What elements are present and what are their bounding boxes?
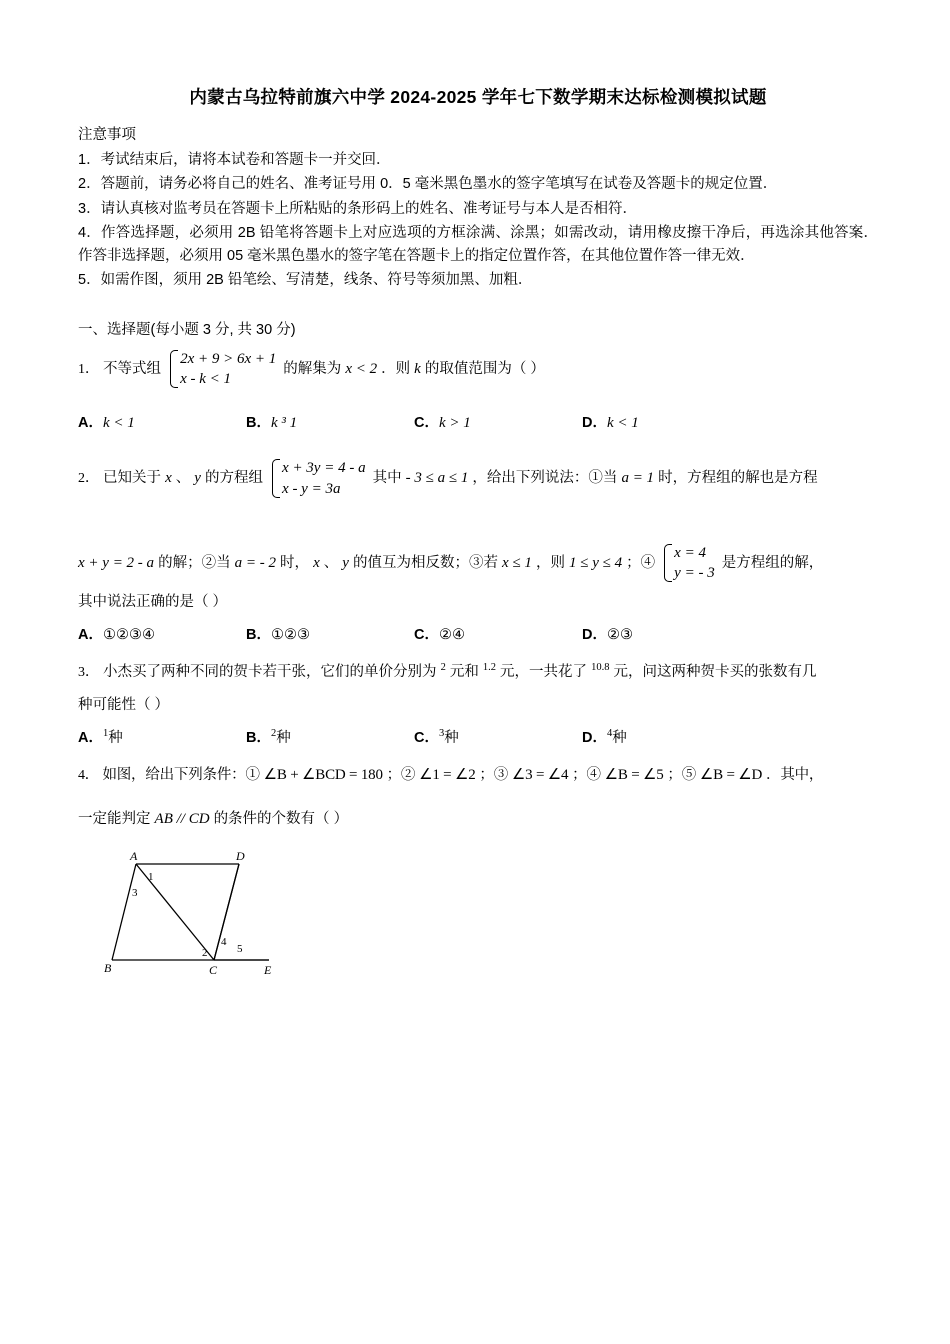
option-d[interactable] [582, 411, 750, 432]
option-unit: 种 [612, 729, 627, 746]
option-a[interactable] [78, 726, 246, 747]
question-stem: ．其中， [766, 766, 824, 783]
inline-math: ∠B + ∠BCD = 180 [263, 766, 383, 783]
option-unit: 种 [444, 729, 459, 746]
equation-row: x - k < 1 [180, 371, 231, 388]
question-number: 1． [78, 361, 99, 377]
notice-item: 5．如需作图，须用 2B 铅笔绘、写清楚，线条、符号等须加黑、加粗． [78, 272, 533, 289]
question-stem: 元，问这两种贺卡买的张数有几 [613, 663, 817, 680]
figure-label-B: B [104, 960, 112, 975]
equation-system [168, 349, 276, 390]
inline-math: ∠B = ∠5 [604, 766, 664, 783]
option-number: 2 [270, 728, 277, 739]
option-label: B． [246, 415, 271, 432]
notice-item: 4．作答选择题，必须用 2B 铅笔将答题卡上对应选项的方框涂满、涂黑；如需改动，请用橡皮擦干净后，再选涂其他答案．作答非选择题，必须用 05 毫米黑色墨水的签字笔在答题卡上的指定位置作答，在其他位置作答一律无效． [78, 225, 878, 264]
option-label: B． [246, 626, 271, 643]
question-number: 2． [78, 471, 99, 487]
equation-system [662, 543, 715, 584]
question-stem: ；② [386, 766, 416, 783]
figure-label-C: C [209, 962, 218, 977]
options-q3 [78, 726, 878, 747]
option-a[interactable] [78, 623, 246, 644]
figure-label-A: A [130, 851, 138, 863]
equation-row: 2x + 9 > 6x + 1 [180, 350, 277, 367]
option-label: D． [582, 626, 607, 643]
inline-math: k [414, 360, 421, 377]
question-stem: 、 [175, 470, 191, 487]
question-stem: ．则 [381, 360, 411, 377]
question-stem: 一定能判定 [78, 811, 151, 828]
option-label: A． [78, 626, 103, 643]
inline-math: y [194, 470, 201, 487]
equation-row: x = 4 [674, 544, 706, 561]
question-4 [78, 761, 878, 790]
inline-math: 10.8 [591, 661, 610, 673]
figure-angle-4: 4 [221, 935, 227, 948]
option-label: B． [246, 729, 271, 746]
inline-math: x + y = 2 - a [78, 554, 155, 571]
inline-math: 1 ≤ y ≤ 4 [568, 554, 623, 571]
option-b[interactable] [246, 726, 414, 747]
question-1 [78, 349, 878, 390]
inline-math: 1.2 [482, 661, 496, 673]
inline-math: 2 [440, 661, 446, 673]
option-b[interactable] [246, 623, 414, 644]
inline-math: ∠1 = ∠2 [419, 766, 476, 783]
question-stem: 的解；②当 [158, 554, 231, 571]
option-c[interactable] [414, 623, 582, 644]
question-stem: ；③ [479, 766, 508, 783]
figure-label-D: D [236, 851, 245, 863]
option-unit: 种 [108, 729, 123, 746]
question-2-tail [78, 589, 878, 617]
document-content [78, 84, 878, 987]
inline-math: a = 1 [621, 470, 655, 487]
option-label: A． [78, 415, 103, 432]
question-stem: 不等式组 [103, 360, 162, 377]
equation-row: x - y = 3a [282, 480, 341, 497]
inline-math: x [165, 470, 172, 487]
question-stem: 小杰买了两种不同的贺卡若干张，它们的单价分别为 [103, 663, 437, 680]
notice-heading: 注意事项 [78, 127, 136, 143]
question-2 [78, 458, 878, 499]
option-b[interactable] [246, 411, 414, 432]
question-stem: ；④ [572, 766, 601, 783]
option-c[interactable] [414, 726, 582, 747]
equation-system [270, 458, 366, 499]
figure-svg [104, 852, 334, 982]
question-stem: 其中 [372, 470, 402, 487]
option-c[interactable] [414, 411, 582, 432]
option-text: ②③ [606, 626, 633, 643]
question-stem: 种可能性（ ） [78, 697, 170, 714]
equation-row: y = - 3 [674, 565, 715, 582]
option-text: k < 1 [102, 415, 135, 432]
option-text: k > 1 [438, 415, 471, 432]
inline-math: ∠3 = ∠4 [511, 766, 569, 783]
option-text: ②④ [438, 626, 465, 643]
options-q2 [78, 623, 878, 644]
inline-math: x < 2 [345, 360, 378, 377]
option-number: 3 [438, 728, 445, 739]
option-a[interactable] [78, 411, 246, 432]
inline-math: x [313, 554, 320, 571]
question-stem: ，给出下列说法：①当 [472, 470, 618, 487]
equation-row: x + 3y = 4 - a [282, 460, 366, 477]
question-3-cont [78, 692, 878, 720]
question-2-cont [78, 543, 878, 584]
option-d[interactable] [582, 726, 750, 747]
inline-math: x ≤ 1 [502, 554, 532, 571]
option-text: k ³ 1 [270, 415, 298, 432]
question-stem: 是方程组的解， [721, 554, 824, 571]
question-stem: 元和 [449, 663, 479, 680]
question-stem: 其中说法正确的是（ ） [78, 594, 228, 611]
option-number: 4 [606, 728, 613, 739]
option-label: D． [582, 415, 607, 432]
question-stem: 时， [280, 554, 310, 571]
option-text: ①②③④ [102, 626, 155, 643]
question-stem: 已知关于 [103, 470, 162, 487]
figure-label-E: E [264, 962, 272, 977]
inline-math: y [342, 554, 349, 571]
question-stem: ；④ [626, 554, 656, 571]
figure-angle-5: 5 [237, 942, 243, 955]
question-stem: 的方程组 [205, 470, 263, 487]
option-text: ①②③ [270, 626, 310, 643]
question-number: 4． [78, 767, 99, 783]
figure-angle-1: 1 [148, 870, 154, 883]
figure-angle-3: 3 [132, 886, 138, 899]
inline-math: ∠B = ∠D [699, 766, 763, 783]
options-q1 [78, 411, 878, 432]
option-label: A． [78, 729, 103, 746]
notice-item: 3．请认真核对监考员在答题卡上所粘贴的条形码上的姓名、准考证号与本人是否相符． [78, 200, 638, 217]
option-number: 1 [102, 728, 109, 739]
question-stem: ；⑤ [667, 766, 697, 783]
option-label: C． [414, 626, 439, 643]
notice-item: 1．考试结束后，请将本试卷和答题卡一并交回． [78, 152, 391, 168]
option-label: D． [582, 729, 607, 746]
page-title: 内蒙古乌拉特前旗六中学 2024-2025 学年七下数学期末达标检测模拟试题 [189, 87, 767, 107]
question-stem: 的值互为相反数；③若 [353, 554, 498, 571]
notice-item: 2．答题前，请务必将自己的姓名、准考证号用 0．5 毫米黑色墨水的签字笔填写在试卷及答题卡的规定位置． [78, 176, 778, 193]
inline-math: a = - 2 [234, 554, 276, 571]
question-number: 3． [78, 664, 99, 680]
option-text: k < 1 [606, 415, 639, 432]
question-stem: 元，一共花了 [500, 663, 588, 680]
question-4-cont [78, 805, 878, 834]
question-stem: 的条件的个数有（ ） [213, 811, 349, 828]
figure-angle-2: 2 [202, 946, 208, 959]
question-3 [78, 658, 878, 686]
question-stem: 的取值范围为（ ） [424, 360, 545, 377]
question-stem: 如图，给出下列条件：① [102, 766, 260, 783]
question-stem: 、 [323, 554, 339, 571]
option-unit: 种 [276, 729, 291, 746]
inline-math: - 3 ≤ a ≤ 1 [405, 470, 469, 487]
option-d[interactable] [582, 623, 750, 644]
question-stem: ，则 [535, 554, 565, 571]
inline-math: AB // CD [154, 811, 210, 828]
question-stem: 时，方程组的解也是方程 [658, 470, 818, 487]
option-label: C． [414, 729, 439, 746]
question-stem: 的解集为 [283, 360, 342, 377]
section-heading: 一、选择题(每小题 3 分, 共 30 分) [78, 321, 296, 338]
option-label: C． [414, 415, 439, 432]
geometry-figure [104, 852, 878, 987]
